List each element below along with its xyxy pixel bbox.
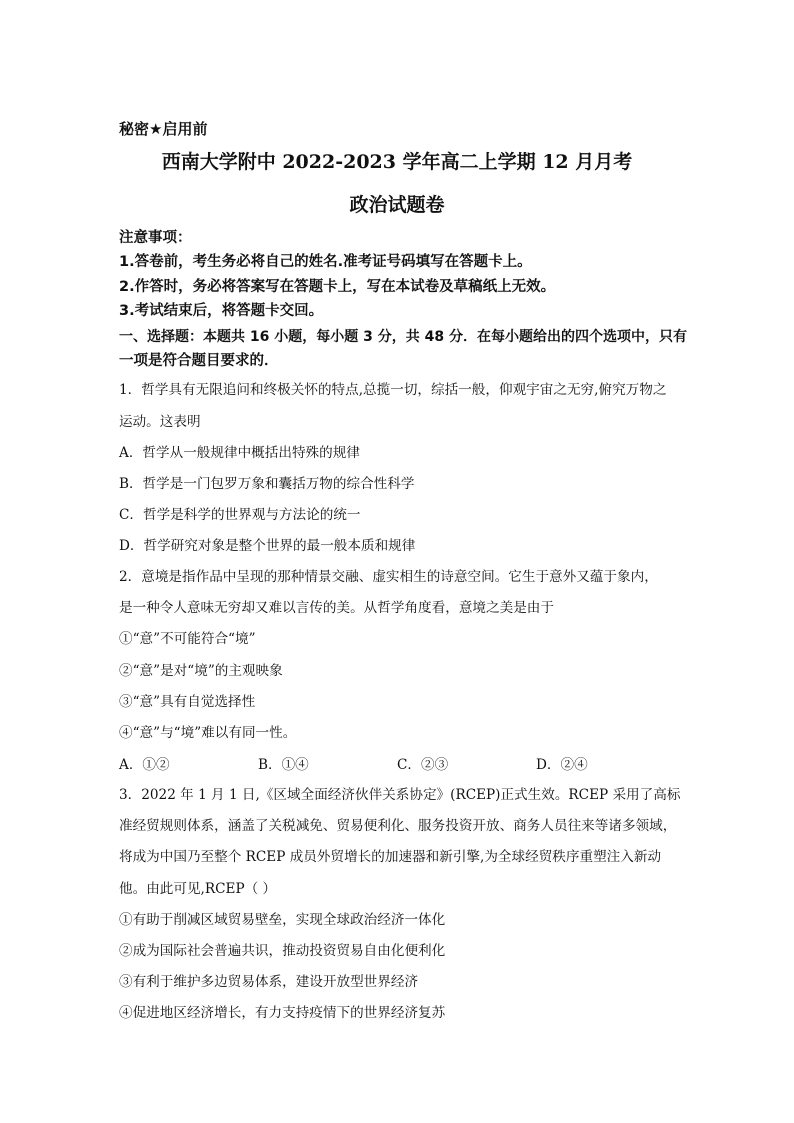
q3-statement-4: ④促进地区经济增长，有力支持疫情下的世界经济复苏 [119, 1005, 446, 1021]
confidential-label: 秘密★启用前 [119, 120, 208, 138]
q1-stem-line-2: 运动。这表明 [119, 414, 201, 430]
q3-statement-1: ①有助于削减区域贸易壁垒，实现全球政治经济一体化 [119, 912, 446, 928]
q2-statement-2: ②“意”是对“境”的主观映象 [119, 663, 283, 679]
q3-statement-2: ②成为国际社会普遍共识，推动投资贸易自由化便利化 [119, 943, 446, 959]
note-item-2: 2.作答时，务必将答案写在答题卡上，写在本试卷及草稿纸上无效。 [119, 279, 556, 295]
q2-choice-a: A．①② [119, 757, 170, 773]
q3-stem-line-1: 3．2022 年 1 月 1 日,《区域全面经济伙伴关系协定》(RCEP)正式生效。RCEP 采用了高标 [119, 787, 681, 803]
q1-option-a: A．哲学从一般规律中概括出特殊的规律 [119, 445, 360, 461]
q3-stem-line-3: 将成为中国乃至整个 RCEP 成员外贸增长的加速器和新引擎,为全球经贸秩序重塑注入新动 [119, 849, 662, 865]
q2-statement-1: ①“意”不可能符合“境” [119, 631, 256, 647]
q1-option-d: D．哲学研究对象是整个世界的最一般本质和规律 [119, 538, 416, 554]
q2-choice-b: B．①④ [258, 757, 309, 773]
exam-title: 西南大学附中 2022-2023 学年高二上学期 12 月月考 [161, 151, 633, 173]
q2-statement-4: ④“意”与“境”难以有同一性。 [119, 725, 297, 741]
q3-stem-line-2: 准经贸规则体系，涵盖了关税减免、贸易便利化、服务投资开放、商务人员往来等诸多领域， [119, 818, 677, 834]
q1-option-c: C．哲学是科学的世界观与方法论的统一 [119, 507, 361, 523]
q1-option-b: B．哲学是一门包罗万象和囊括万物的综合性科学 [119, 476, 415, 492]
note-item-1: 1.答卷前，考生务必将自己的姓名.准考证号码填写在答题卡上。 [119, 254, 532, 270]
notes-heading: 注意事项： [119, 230, 192, 246]
q2-choice-d: D．②④ [536, 757, 588, 773]
q2-statement-3: ③“意”具有自觉选择性 [119, 694, 256, 710]
q3-statement-3: ③有利于维护多边贸易体系，建设开放型世界经济 [119, 974, 419, 990]
q2-stem-line-2: 是一种令人意味无穷却又难以言传的美。从哲学角度看，意境之美是由于 [119, 600, 554, 616]
q3-stem-line-4: 他。由此可见,RCEP（ ） [119, 881, 277, 897]
section-instruction-line-1: 一、选择题：本题共 16 小题，每小题 3 分，共 48 分．在每小题给出的四个选项中，只有 [119, 329, 687, 345]
q2-choice-c: C．②③ [397, 757, 449, 773]
q1-stem-line-1: 1．哲学具有无限追问和终极关怀的特点,总揽一切，综括一般，仰观宇宙之无穷,俯究万物之 [119, 382, 667, 398]
exam-subtitle: 政治试题卷 [349, 194, 445, 216]
note-item-3: 3.考试结束后，将答题卡交回。 [119, 303, 324, 319]
q2-stem-line-1: 2．意境是指作品中呈现的那种情景交融、虚实相生的诗意空间。它生于意外又蕴于象内， [119, 569, 658, 585]
section-instruction-line-2: 一项是符合题目要求的． [119, 353, 279, 369]
